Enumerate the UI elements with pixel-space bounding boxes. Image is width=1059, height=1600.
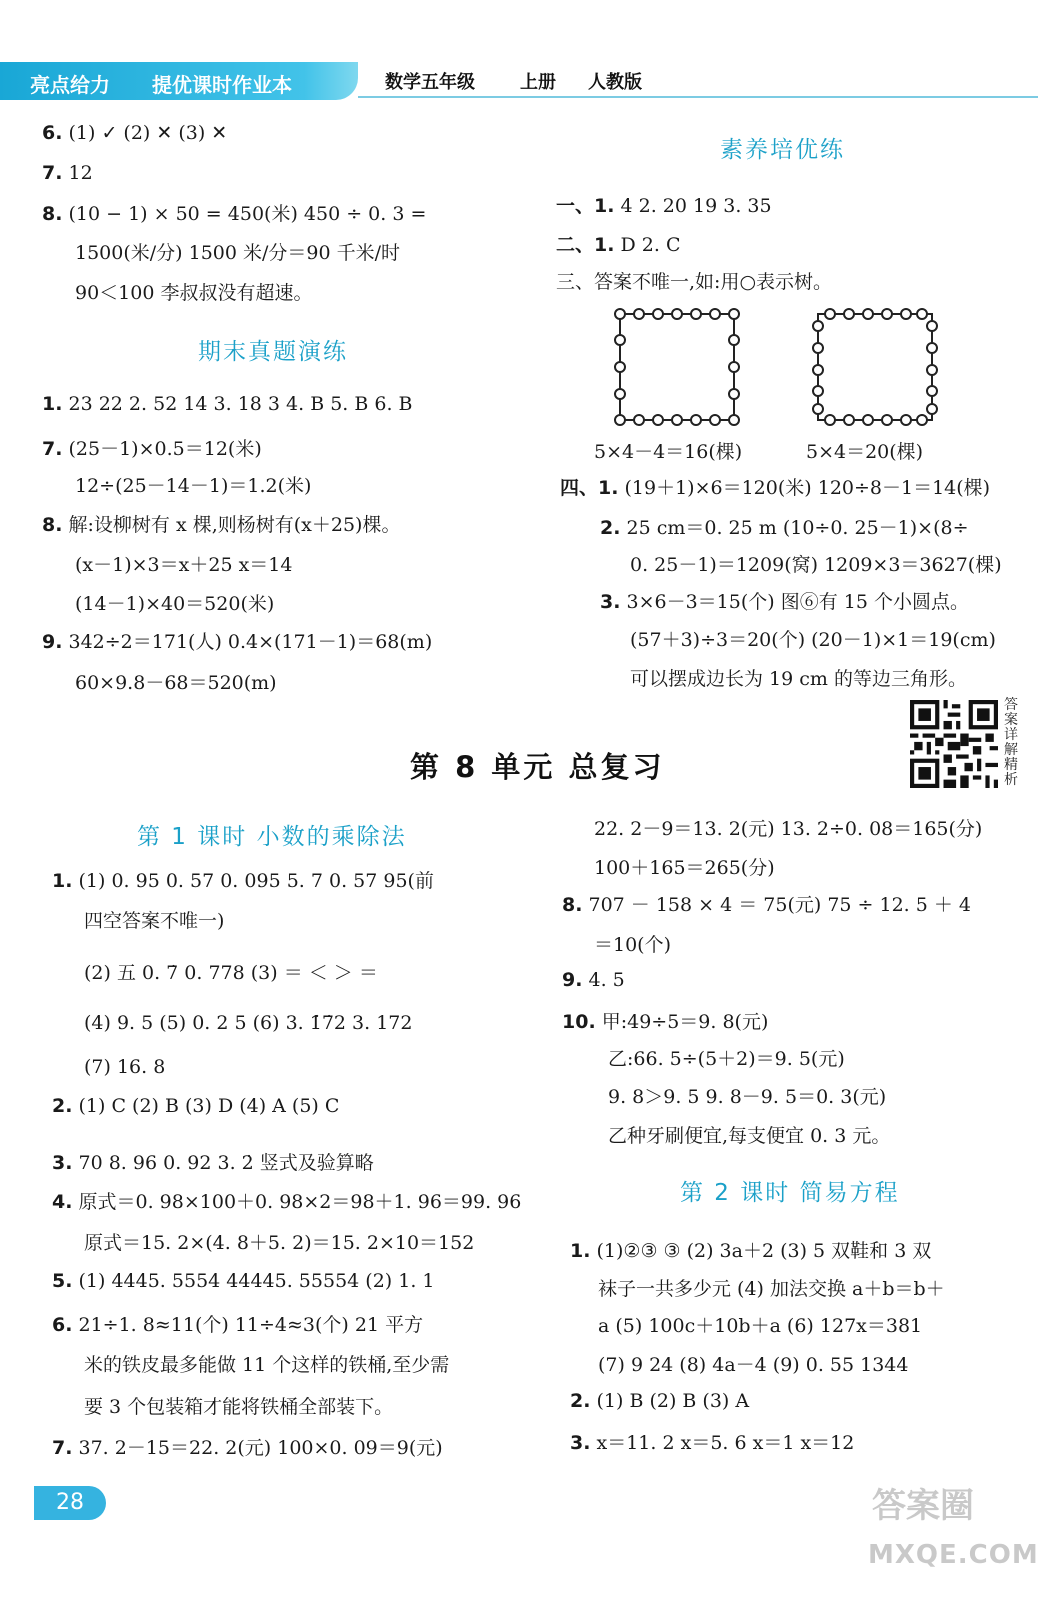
answer-line: 一、1. 4 2. 20 19 3. 35 [556,195,772,217]
answer-line: (x－1)×3＝x＋25 x＝14 [75,554,293,576]
tree-square-corners [615,309,739,425]
answer-line: 100＋165＝265(分) [594,857,775,879]
answer-line: 9. 342÷2＝171(人) 0.4×(171－1)＝68(m) [42,631,433,653]
section-title-suyang: 素养培优练 [720,137,845,163]
answer-line: (14－1)×40＝520(米) [75,593,275,615]
answer-line: 可以摆成边长为 19 cm 的等边三角形。 [630,668,967,690]
figure-caption-2: 5×4＝20(棵) [806,441,924,463]
answer-line: (2) 五 0. 7̇ 0. 778 (3) ＝ ＜ ＞ ＝ [84,962,378,984]
answer-line: ＝10(个) [594,934,672,956]
answer-line: 10. 甲:49÷5＝9. 8(元) [562,1011,769,1033]
answer-line: 8. 解:设柳树有 x 棵,则杨树有(x＋25)棵。 [42,514,401,536]
brand-label: 亮点给力 [30,73,110,97]
answer-line: 6. (1) ✓ (2) ✕ (3) ✕ [42,122,228,144]
answer-line: 0. 25－1)＝1209(窝) 1209×3＝3627(棵) [630,554,1002,576]
answer-line: 三、答案不唯一,如:用○表示树。 [556,271,833,293]
figure-caption-1: 5×4－4＝16(棵) [594,441,743,463]
answer-line: 9. 8＞9. 5 9. 8－9. 5＝0. 3(元) [608,1086,887,1108]
header-rule [358,96,1038,98]
answer-line: 6. 21÷1. 8≈11(个) 11÷4≈3(个) 21 平方 [52,1314,424,1336]
header-banner [0,62,358,100]
qr-label: 答案详解精析 [1004,697,1018,788]
answer-line: 8. (10 − 1) × 50 = 450(米) 450 ÷ 0. 3 = [42,203,427,225]
watermark-url: MXQE.COM [868,1540,1039,1570]
answer-line: 2. (1) B (2) B (3) A [570,1390,750,1412]
answer-line: 二、1. D 2. C [556,234,681,256]
answer-line: 5. (1) 4445. 5554 44445. 55554 (2) 1. 1 [52,1270,435,1292]
volume-label: 上册 [520,72,556,93]
answer-line: 9. 4. 5 [562,969,625,991]
answer-line: 3. x＝11. 2 x＝5. 6 x＝1 x＝12 [570,1432,855,1454]
answer-line: 1. 23 22 2. 52 14 3. 18 3 4. B 5. B 6. B [42,393,413,415]
edition-label: 人教版 [588,72,642,93]
section-title-final: 期末真题演练 [198,339,348,365]
answer-line: 90＜100 李叔叔没有超速。 [75,282,313,304]
answer-line: 22. 2－9＝13. 2(元) 13. 2÷0. 08＝165(分) [594,818,983,840]
answer-line: 2. (1) C (2) B (3) D (4) A (5) C [52,1095,340,1117]
answer-line: 乙种牙刷便宜,每支便宜 0. 3 元。 [608,1125,891,1147]
answer-line: 4. 原式＝0. 98×100＋0. 98×2＝98＋1. 96＝99. 96 [52,1191,522,1213]
answer-line: 60×9.8－68＝520(m) [75,672,277,694]
tree-figures [600,298,960,436]
answer-line: 7. 12 [42,162,93,184]
answer-line: 3. 3×6－3＝15(个) 图⑥有 15 个小圆点。 [600,591,969,613]
watermark-logo: 答案圈 [872,1486,974,1526]
answer-line: 7. (25－1)×0.5＝12(米) [42,438,262,460]
lesson2-title: 第 2 课时 简易方程 [680,1180,900,1206]
answer-line: 8. 707 － 158 × 4 ＝ 75(元) 75 ÷ 12. 5 ＋ 4 [562,894,972,916]
answer-line: 2. 25 cm＝0. 25 m (10÷0. 25－1)×(8÷ [600,517,969,539]
lesson1-title: 第 1 课时 小数的乘除法 [137,824,407,850]
answer-line: (57＋3)÷3＝20(个) (20－1)×1＝19(cm) [630,629,996,651]
subject-label: 数学五年级 [385,72,475,93]
qr-code[interactable] [910,700,998,788]
answer-line: 原式＝15. 2×(4. 8＋5. 2)＝15. 2×10＝152 [84,1232,475,1254]
answer-line: 1. (1) 0. 95 0. 57 0. 095 5. 7 0. 57 95(前 [52,870,434,892]
answer-line: 四空答案不唯一) [84,910,225,932]
answer-line: 要 3 个包装箱才能将铁桶全部装下。 [84,1396,394,1418]
answer-line: 7. 37. 2－15＝22. 2(元) 100×0. 09＝9(元) [52,1437,443,1459]
tree-square-no-corners [813,309,937,425]
answer-line: 1500(米/分) 1500 米/分＝90 千米/时 [75,242,401,264]
page-number: 28 [34,1486,106,1520]
answer-line: 四、1. (19＋1)×6＝120(米) 120÷8－1＝14(棵) [560,477,991,499]
answer-line: 12÷(25－14－1)＝1.2(米) [75,475,312,497]
unit-title: 第 8 单元 总复习 [410,750,665,784]
answer-line: 袜子一共多少元 (4) 加法交换 a＋b＝b＋ [598,1278,945,1300]
answer-line: a (5) 100c＋10b＋a (6) 127x＝381 [598,1315,923,1337]
answer-line: 1. (1)②③ ③ (2) 3a＋2 (3) 5 双鞋和 3 双 [570,1240,932,1262]
answer-line: (7) 9 24 (8) 4a－4 (9) 0. 55 1344 [598,1354,909,1376]
answer-line: 3. 70 8. 96 0. 92 3. 2̇ 竖式及验算略 [52,1152,374,1174]
answer-line: 米的铁皮最多能做 11 个这样的铁桶,至少需 [84,1354,450,1376]
answer-line: (7) 16. 8 [84,1056,166,1078]
answer-line: 乙:66. 5÷(5＋2)＝9. 5(元) [608,1048,845,1070]
answer-line: (4) 9. 5 (5) 0. 2 5 (6) 3. 1̇7̇2 3. 172 [84,1012,413,1034]
series-label: 提优课时作业本 [152,73,292,97]
